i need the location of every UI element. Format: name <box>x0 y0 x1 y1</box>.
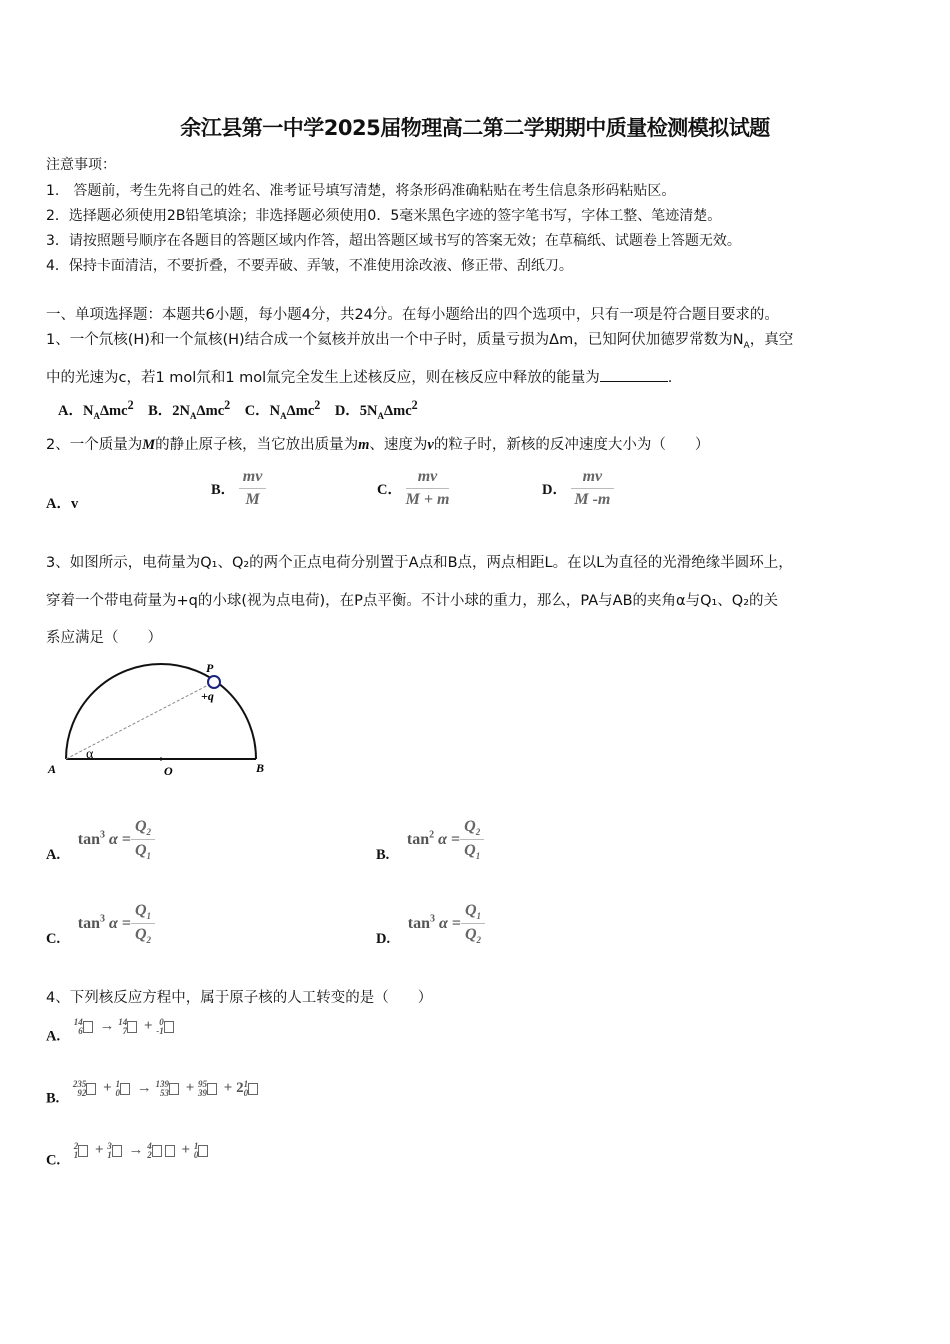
q1-option-d[interactable]: D．$5N_A\Delta mc^2$ <box>334 398 418 421</box>
label-p: P <box>206 661 214 675</box>
note-item-2: 2．选择题必须使用2B铅笔填涂；非选择题必须使用0．5毫米黑色字迹的签字笔书写，字体工整、笔迹清楚。 <box>46 208 722 224</box>
q1-stem-line1: 1、一个氘核(H)和一个氚核(H)结合成一个氦核并放出一个中子时，质量亏损为Δm，已知阿伏加德罗常数为$N_A$，真空 <box>46 332 794 351</box>
q4-option-b[interactable]: B. 235 92 + 1 0 → 139 53 + 95 39 + 2 1 0 <box>46 1080 261 1107</box>
note-item-3: 3．请按照题号顺序在各题目的答题区域内作答，超出答题区域书写的答案无效；在草稿纸、试题卷上答题无效。 <box>46 233 741 249</box>
q2-stem: 2、一个质量为M的静止原子核，当它放出质量为m、速度为v的粒子时，新核的反冲速度大小为（ ） <box>46 437 710 453</box>
q3-option-b[interactable]: B. $\tan^2 \alpha$ = $\frac{Q_2}{Q_1}$ <box>376 818 484 864</box>
note-item-4: 4．保持卡面清洁，不要折叠，不要弄破、弄皱，不准使用涂改液、修正带、刮纸刀。 <box>46 258 573 274</box>
q3-stem-line2: 穿着一个带电荷量为+q的小球(视为点电荷)，在P点平衡。不计小球的重力，那么，PA与AB的夹角α与Q₁、Q₂的关 <box>46 593 779 609</box>
label-o: O <box>164 764 173 778</box>
q4-option-c[interactable]: C. 2 1 + 3 1 → 4 2 + 1 0 <box>46 1142 211 1169</box>
q2-option-a[interactable]: A．v <box>46 496 79 512</box>
semicircle-figure <box>46 660 276 780</box>
answer-blank <box>600 381 668 382</box>
q1-option-b[interactable]: B．$2N_A\Delta mc^2$ <box>148 398 231 421</box>
q1-option-a[interactable]: A．$N_A\Delta mc^2$ <box>58 398 134 421</box>
q1-option-c[interactable]: C．$N_A\Delta mc^2$ <box>244 398 321 421</box>
q4-stem: 4、下列核反应方程中，属于原子核的人工转变的是（ ） <box>46 990 433 1006</box>
section-heading: 一、单项选择题：本题共6小题，每小题4分，共24分。在每小题给出的四个选项中，只有一项是符合题目要求的。 <box>46 307 779 323</box>
label-charge: +q <box>201 689 214 703</box>
label-a: A <box>48 762 57 776</box>
q3-stem-line3: 系应满足（ ） <box>46 630 162 646</box>
q2-option-d[interactable]: D． $\frac{mv}{M -m}$ <box>542 468 614 509</box>
q3-option-d[interactable]: D. $\tan^3 \alpha$ = $\frac{Q_1}{Q_2}$ <box>376 902 485 948</box>
q3-stem-line1: 3、如图所示，电荷量为Q₁、Q₂的两个正点电荷分别置于A点和B点，两点相距L。在以L为直径的光滑绝缘半圆环上， <box>46 555 793 571</box>
page-title: 余江县第一中学2025届物理高二第二学期期中质量检测模拟试题 <box>180 116 770 140</box>
q3-option-a[interactable]: A. $\tan^3 \alpha$ = $\frac{Q_2}{Q_1}$ <box>46 818 155 864</box>
q3-option-c[interactable]: C. $\tan^3 \alpha$ = $\frac{Q_1}{Q_2}$ <box>46 902 155 948</box>
note-item-1: 1. 答题前，考生先将自己的姓名、准考证号填写清楚，将条形码准确粘贴在考生信息条形码粘贴区。 <box>46 183 676 199</box>
q1-options <box>58 398 418 421</box>
q2-option-b[interactable]: B． $\frac{mv}{M}$ <box>211 468 266 509</box>
q4-option-a[interactable]: A. 14 6 → 14 7 + 0 -1 <box>46 1018 177 1045</box>
q2-option-c[interactable]: C． $\frac{mv}{M + m}$ <box>377 468 450 508</box>
label-angle: α <box>86 747 94 762</box>
label-b: B <box>256 761 265 775</box>
notes-heading: 注意事项： <box>46 157 116 173</box>
q1-stem-line2: 中的光速为c，若1 mol氘和1 mol氚完全发生上述核反应，则在核反应中释放的能量为 . <box>46 370 673 386</box>
